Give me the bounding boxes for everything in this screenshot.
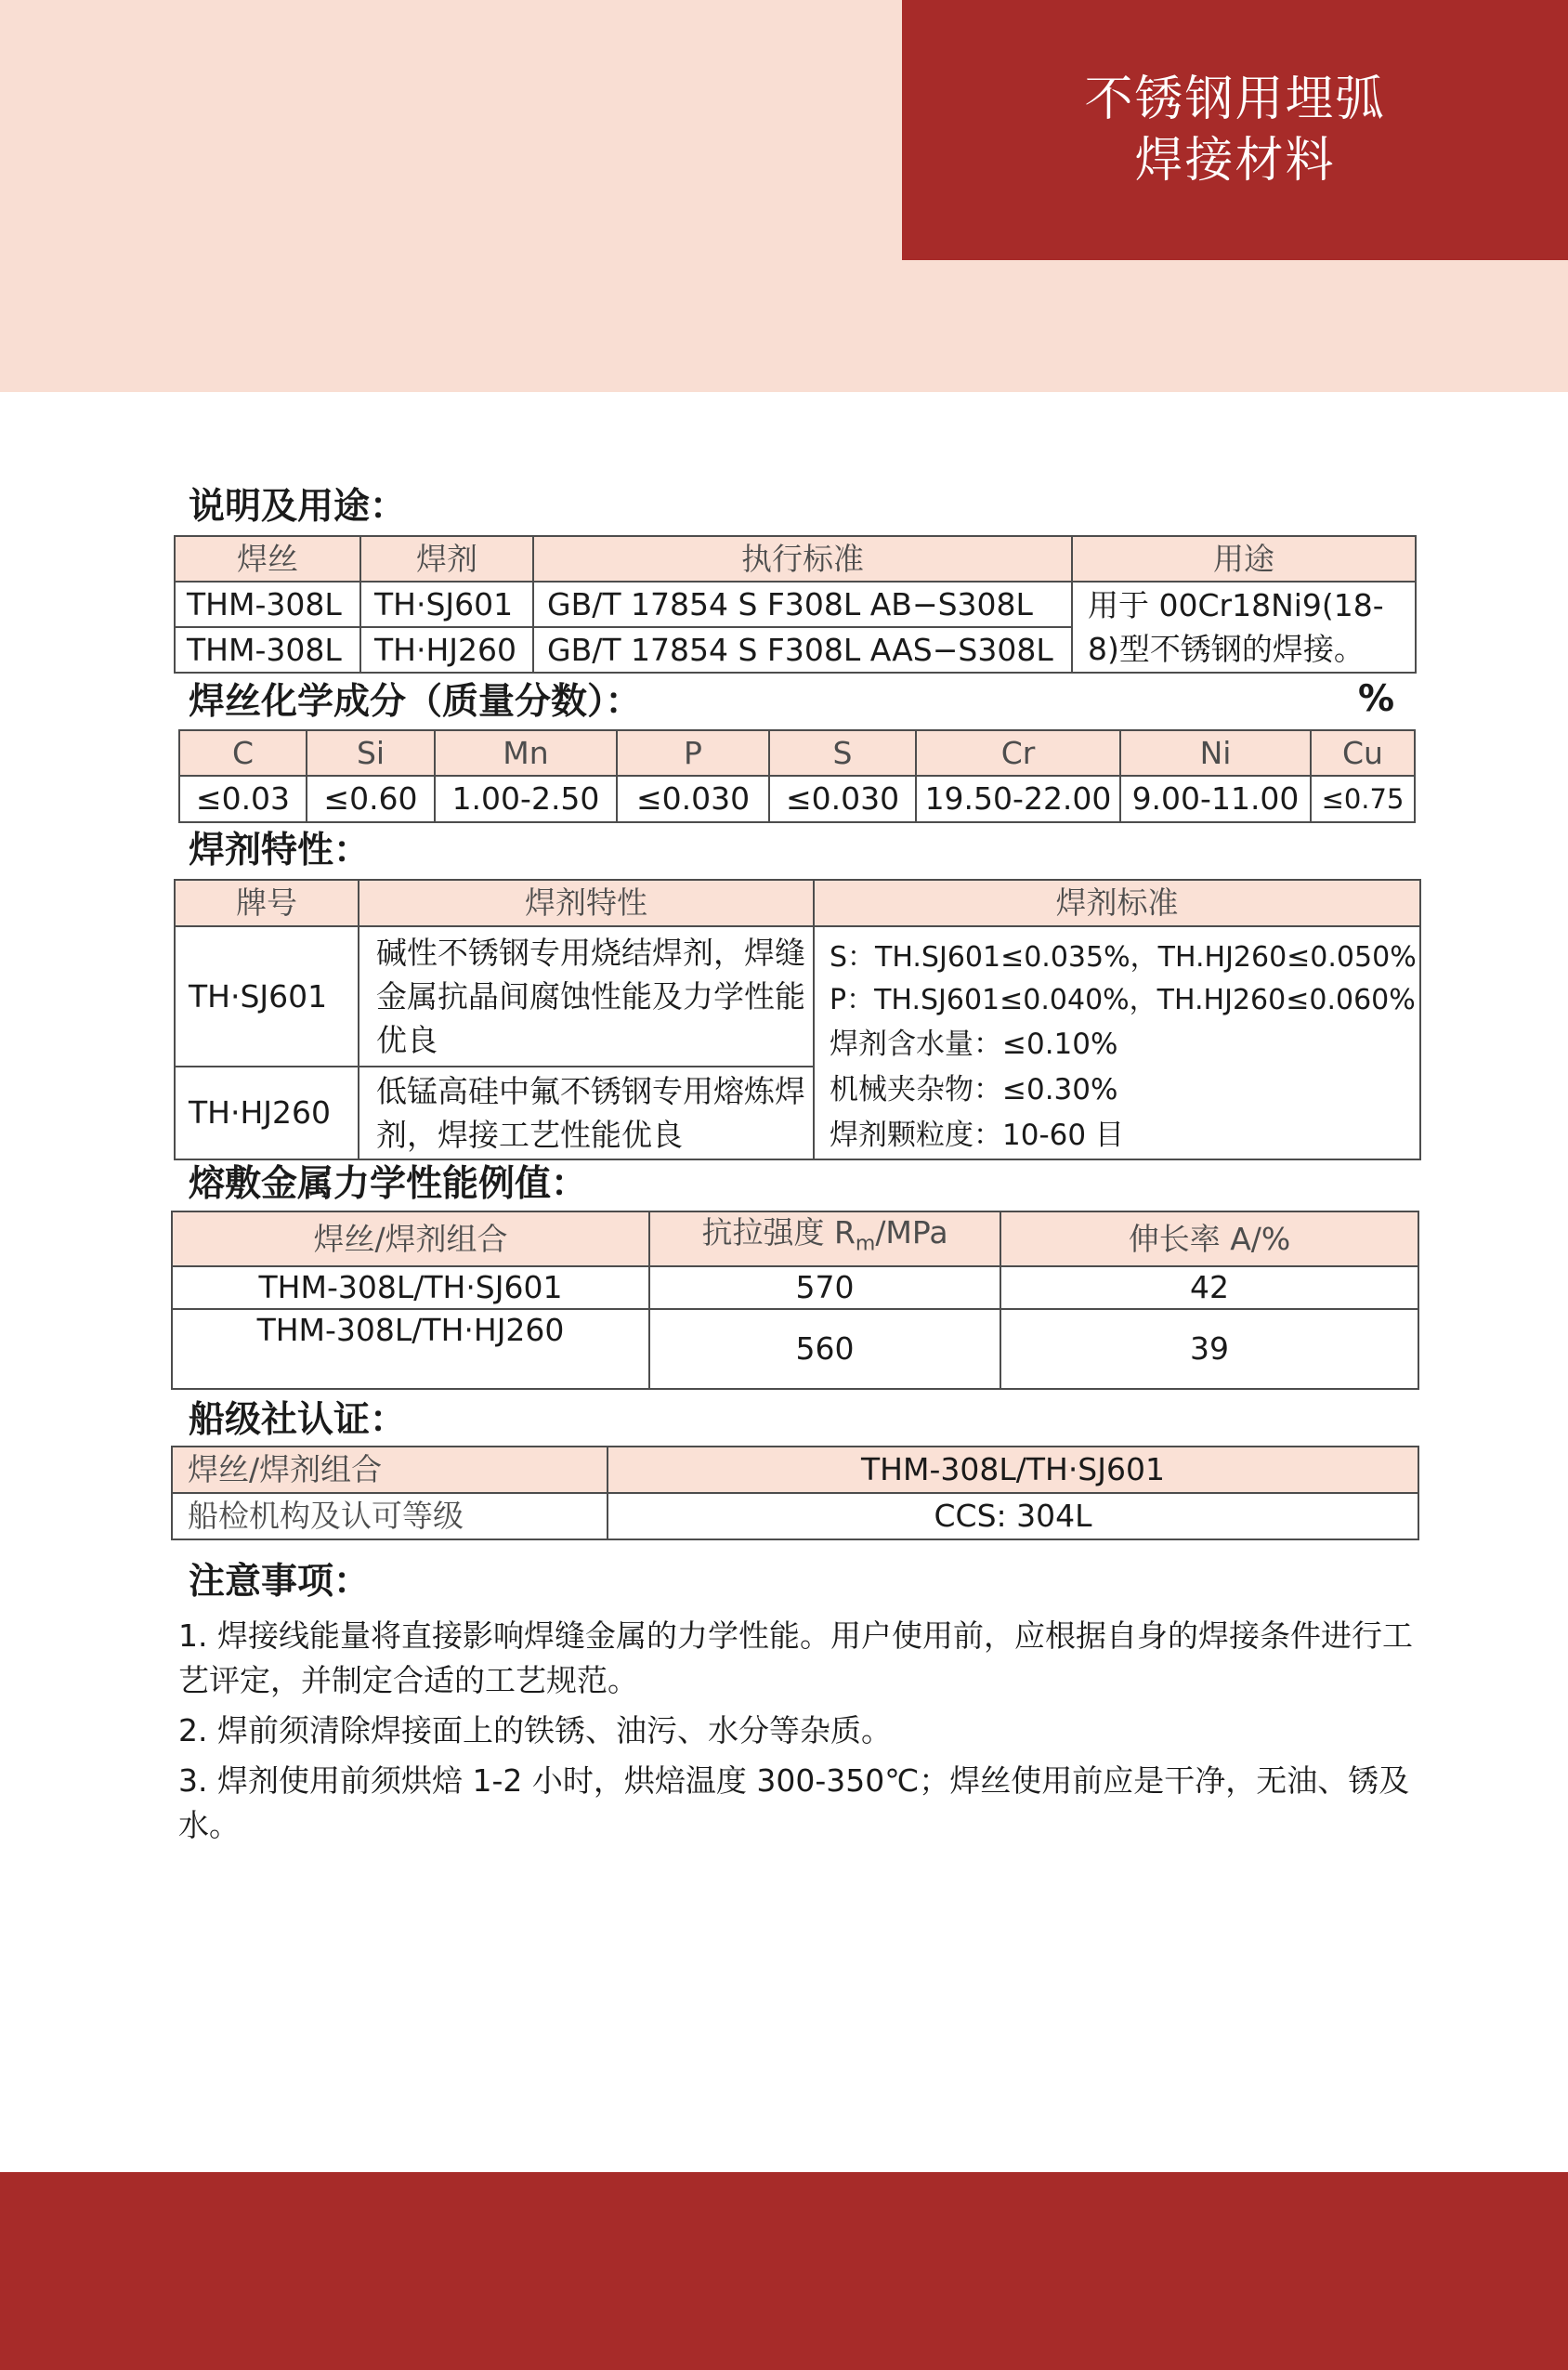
chem-value: 19.50-22.00 [916, 776, 1120, 822]
note-item: 3. 焊剂使用前须烘焙 1-2 小时，烘焙温度 300-350℃；焊丝使用前应是干净，无油、锈及水。 [178, 1762, 1410, 1843]
flux-standard-line: S：TH.SJ601≤0.035%，TH.HJ260≤0.050% [830, 941, 1417, 974]
title-box [902, 0, 1568, 260]
flux-table [174, 879, 1421, 1160]
chem-header: C [179, 730, 307, 776]
usage-cell: GB/T 17854 S F308L AB−S308L [533, 582, 1072, 627]
usage-cell: THM-308L [175, 627, 360, 673]
flux-standard-line: 焊剂颗粒度：10-60 目 [830, 1119, 1124, 1152]
cert-label: 焊丝/焊剂组合 [172, 1447, 608, 1493]
page-title-line1: 不锈钢用埋弧 [1084, 72, 1386, 127]
usage-header-purpose: 用途 [1072, 536, 1416, 582]
mechanical-title: 熔敷金属力学性能例值： [189, 1163, 588, 1205]
chem-value: ≤0.030 [769, 776, 916, 822]
usage-cell: TH·SJ601 [360, 582, 533, 627]
cert-label: 船检机构及认可等级 [172, 1493, 608, 1539]
chemistry-title: 焊丝化学成分（质量分数）： [189, 681, 642, 723]
flux-property: 低锰高硅中氟不锈钢专用熔炼焊剂，焊接工艺性能优良 [359, 1067, 814, 1159]
chem-value: 1.00-2.50 [435, 776, 617, 822]
chem-header: Cr [916, 730, 1120, 776]
chem-value: ≤0.60 [307, 776, 435, 822]
mech-combo: THM-308L/TH·SJ601 [172, 1266, 649, 1309]
mech-combo: THM-308L/TH·HJ260 [172, 1309, 649, 1389]
mech-elongation: 39 [1000, 1309, 1418, 1389]
flux-title: 焊剂特性： [189, 830, 371, 871]
chemistry-unit: % [1358, 678, 1395, 720]
chem-value: ≤0.03 [179, 776, 307, 822]
chem-header: S [769, 730, 916, 776]
usage-cell: GB/T 17854 S F308L AAS−S308L [533, 627, 1072, 673]
certification-title: 船级社认证： [189, 1399, 407, 1441]
mech-header-tensile: 抗拉强度 $R_m$/MPa [649, 1211, 1000, 1266]
chem-value: ≤0.030 [617, 776, 769, 822]
note-item: 1. 焊接线能量将直接影响焊缝金属的力学性能。用户使用前，应根据自身的焊接条件进行工艺评定，并制定合适的工艺规范。 [178, 1617, 1413, 1698]
flux-standard-line: 焊剂含水量：≤0.10% [830, 1028, 1118, 1061]
cert-value: THM-308L/TH·SJ601 [608, 1447, 1418, 1493]
flux-standard [814, 926, 1420, 1159]
page-title-line2: 焊接材料 [1134, 133, 1336, 189]
usage-purpose: 用于 00Cr18Ni9(18-8)型不锈钢的焊接。 [1072, 582, 1416, 673]
usage-header-flux: 焊剂 [360, 536, 533, 582]
chem-value: ≤0.75 [1311, 776, 1415, 822]
flux-header-brand: 牌号 [175, 880, 359, 926]
note-item: 2. 焊前须清除焊接面上的铁锈、油污、水分等杂质。 [178, 1712, 892, 1748]
notes-list [178, 1614, 1414, 1853]
usage-header-wire: 焊丝 [175, 536, 360, 582]
chemistry-table [178, 729, 1416, 823]
mech-tensile: 560 [649, 1309, 1000, 1389]
chem-value: 9.00-11.00 [1120, 776, 1311, 822]
chem-header: Mn [435, 730, 617, 776]
chem-header: Cu [1311, 730, 1415, 776]
flux-standard-line: P：TH.SJ601≤0.040%，TH.HJ260≤0.060% [830, 984, 1416, 1016]
certification-table [171, 1446, 1419, 1540]
chem-header: Si [307, 730, 435, 776]
usage-table [174, 535, 1417, 674]
usage-title: 说明及用途： [189, 486, 407, 528]
usage-header-standard: 执行标准 [533, 536, 1072, 582]
cert-value: CCS: 304L [608, 1493, 1418, 1539]
chem-header: Ni [1120, 730, 1311, 776]
chem-header: P [617, 730, 769, 776]
flux-property: 碱性不锈钢专用烧结焊剂，焊缝金属抗晶间腐蚀性能及力学性能优良 [359, 926, 814, 1067]
usage-cell: THM-308L [175, 582, 360, 627]
footer-band [0, 2172, 1568, 2370]
flux-header-property: 焊剂特性 [359, 880, 814, 926]
mech-elongation: 42 [1000, 1266, 1418, 1309]
flux-header-standard: 焊剂标准 [814, 880, 1420, 926]
mech-tensile: 570 [649, 1266, 1000, 1309]
flux-brand: TH·HJ260 [175, 1067, 359, 1159]
usage-cell: TH·HJ260 [360, 627, 533, 673]
notes-title: 注意事项： [189, 1561, 371, 1603]
mech-header-combo: 焊丝/焊剂组合 [172, 1211, 649, 1266]
flux-standard-line: 机械夹杂物：≤0.30% [830, 1073, 1118, 1106]
flux-brand: TH·SJ601 [175, 926, 359, 1067]
mechanical-table [171, 1211, 1419, 1390]
mech-header-elongation: 伸长率 A/% [1000, 1211, 1418, 1266]
